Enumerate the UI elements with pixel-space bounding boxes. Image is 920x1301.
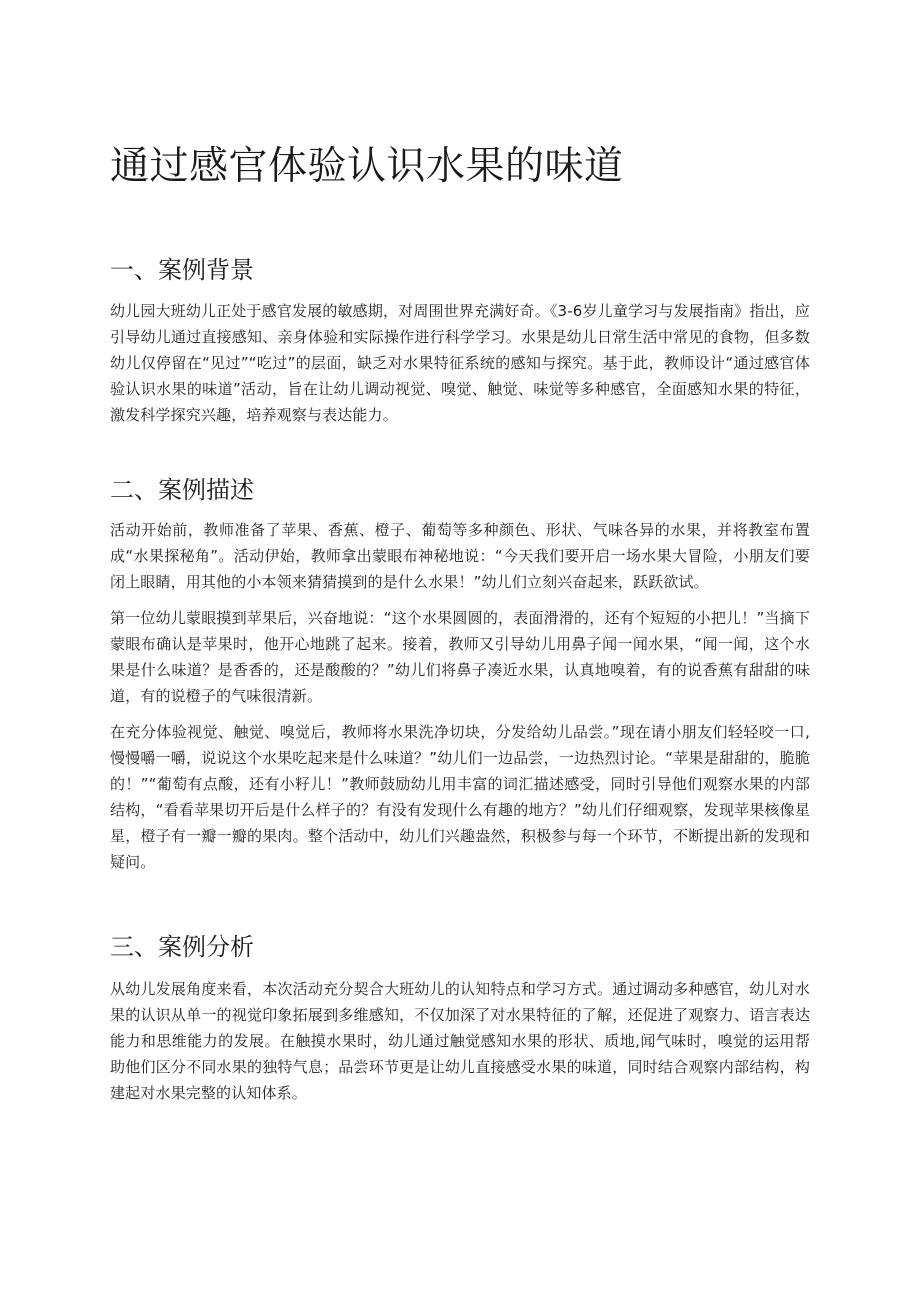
- section-paragraph: 在充分体验视觉、触觉、嗅觉后，教师将水果洗净切块，分发给幼儿品尝。”现在请小朋友们轻轻咬一口,慢慢嚼一嚼，说说这个水果吃起来是什么味道？”幼儿们一边品尝，一边热烈讨论。“苹果是甜甜的，脆脆的！”“葡萄有点酸，还有小籽儿！”教师鼓励幼儿用丰富的词汇描述感受，同时引导他们观察水果的内部结构，“看看苹果切开后是什么样子的？有没有发现什么有趣的地方？”幼儿们仔细观察，发现苹果核像星星，橙子有一瓣一瓣的果肉。整个活动中，幼儿们兴趣盎然，积极参与每一个环节，不断提出新的发现和疑问。: [110, 723, 810, 871]
- section-paragraph: 从幼儿发展角度来看，本次活动充分契合大班幼儿的认知特点和学习方式。通过调动多种感官，幼儿对水果的认识从单一的视觉印象拓展到多维感知，不仅加深了对水果特征的了解，还促进了观察力、语言表达能力和思维能力的发展。在触摸水果时，幼儿通过触觉感知水果的形状、质地,闻气味时，嗅觉的运用帮助他们区分不同水果的独特气息；品尝环节更是让幼儿直接感受水果的味道，同时结合观察内部结构，构建起对水果完整的认知体系。: [110, 980, 810, 1102]
- section-heading: 三、案例分析: [110, 933, 254, 961]
- section-heading: 一、案例背景: [110, 256, 254, 284]
- section-description: [110, 473, 810, 875]
- section-paragraph: 第一位幼儿蒙眼摸到苹果后，兴奋地说：“这个水果圆圆的，表面滑滑的，还有个短短的小把儿！”当摘下蒙眼布确认是苹果时，他开心地跳了起来。接着，教师又引导幼儿用鼻子闻一闻水果，“闻一闻，这个水果是什么味道？是香香的，还是酸酸的？”幼儿们将鼻子凑近水果，认真地嗅着，有的说香蕉有甜甜的味道，有的说橙子的气味很清新。: [110, 609, 810, 705]
- section-heading: 二、案例描述: [110, 476, 254, 504]
- document-title: 通过感官体验认识水果的味道: [110, 144, 624, 189]
- section-background: [110, 253, 810, 428]
- section-paragraph: 幼儿园大班幼儿正处于感官发展的敏感期，对周围世界充满好奇。《3-6岁儿童学习与发展指南》指出，应引导幼儿通过直接感知、亲身体验和实际操作进行科学学习。水果是幼儿日常生活中常见的食物，但多数幼儿仅停留在“见过”“吃过”的层面，缺乏对水果特征系统的感知与探究。基于此，教师设计“通过感官体验认识水果的味道”活动，旨在让幼儿调动视觉、嗅觉、触觉、味觉等多种感官，全面感知水果的特征，激发科学探究兴趣，培养观察与表达能力。: [110, 302, 810, 424]
- section-analysis: [110, 930, 810, 1106]
- section-paragraph: 活动开始前，教师准备了苹果、香蕉、橙子、葡萄等多种颜色、形状、气味各异的水果，并将教室布置成“水果探秘角”。活动伊始，教师拿出蒙眼布神秘地说：“今天我们要开启一场水果大冒险，小朋友们要闭上眼睛，用其他的小本领来猜猜摸到的是什么水果！”幼儿们立刻兴奋起来，跃跃欲试。: [110, 521, 810, 591]
